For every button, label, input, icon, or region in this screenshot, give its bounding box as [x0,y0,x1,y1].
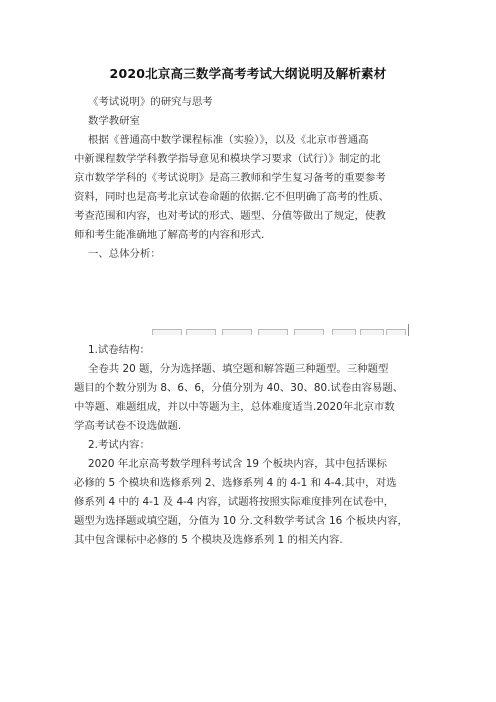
table-cell [360,329,384,335]
paragraph-line: 师和考生能准确地了解高考的内容和形式. [74,229,265,241]
paragraph-line: 京市数学学科的《考试说明》是高三教师和学生复习备考的重要参考 [74,172,386,184]
paragraph-line: 资料，同时也是高考北京试卷命题的依据.它不但明确了高考的性质、 [74,191,390,203]
paragraph-line: 必修的 5 个模块和选修系列 2、选修系列 4 的 4-1 和 4-4.其中，对选 [74,477,397,489]
author-line: 数学教研室 [88,115,140,127]
paragraph-line: 题型为选择题或填空题，分值为 10 分.文科数学考试含 16 个板块内容， [74,515,408,527]
paragraph-line: 中新课程数学学科教学指导意见和模块学习要求（试行）》制定的北 [74,153,381,165]
paragraph-line: 修系列 4 中的 4-1 及 4-4 内容，试题将按照实际难度排列在试卷中， [74,496,395,508]
table-fragment [152,326,410,336]
table-cell [152,329,182,335]
table-cell [386,329,406,335]
section-heading-overview: 一、总体分析： [88,248,161,260]
paragraph-line: 考查范围和内容，也对考试的形式、题型、分值等做出了规定，使教 [74,210,386,222]
table-cell [222,329,252,335]
section-heading-study: 《考试说明》的研究与思考 [88,96,213,108]
table-cell [332,329,356,335]
paragraph-line: 根据《普通高中数学课程标准（实验）》，以及《北京市普通高 [88,134,369,146]
table-cell [258,329,288,335]
paragraph-line: 全卷共 20 题，分为选择题、填空题和解答题三种题型。三种题型 [88,363,389,375]
paragraph-line: 题目的个数分别为 8、6、6，分值分别为 40、30、80.试卷由容易题、 [74,382,404,394]
paragraph-line: 中等题、难题组成，并以中等题为主，总体难度适当.2020年北京市数 [74,401,395,413]
table-cell [186,329,216,335]
subheading-content: 2.考试内容： [88,439,150,451]
table-cell [294,329,324,335]
paragraph-line: 其中包含课标中必修的 5 个模块及选修系列 1 的相关内容. [74,534,343,546]
subheading-structure: 1.试卷结构： [88,344,150,356]
document-title: 2020北京高三数学高考考试大纲说明及解析素材 [109,66,387,81]
paragraph-line: 学高考试卷不设选做题. [74,420,182,432]
paragraph-line: 2020 年北京高考数学理科考试含 19 个板块内容，其中包括课标 [88,458,387,470]
table-edge [408,324,409,336]
